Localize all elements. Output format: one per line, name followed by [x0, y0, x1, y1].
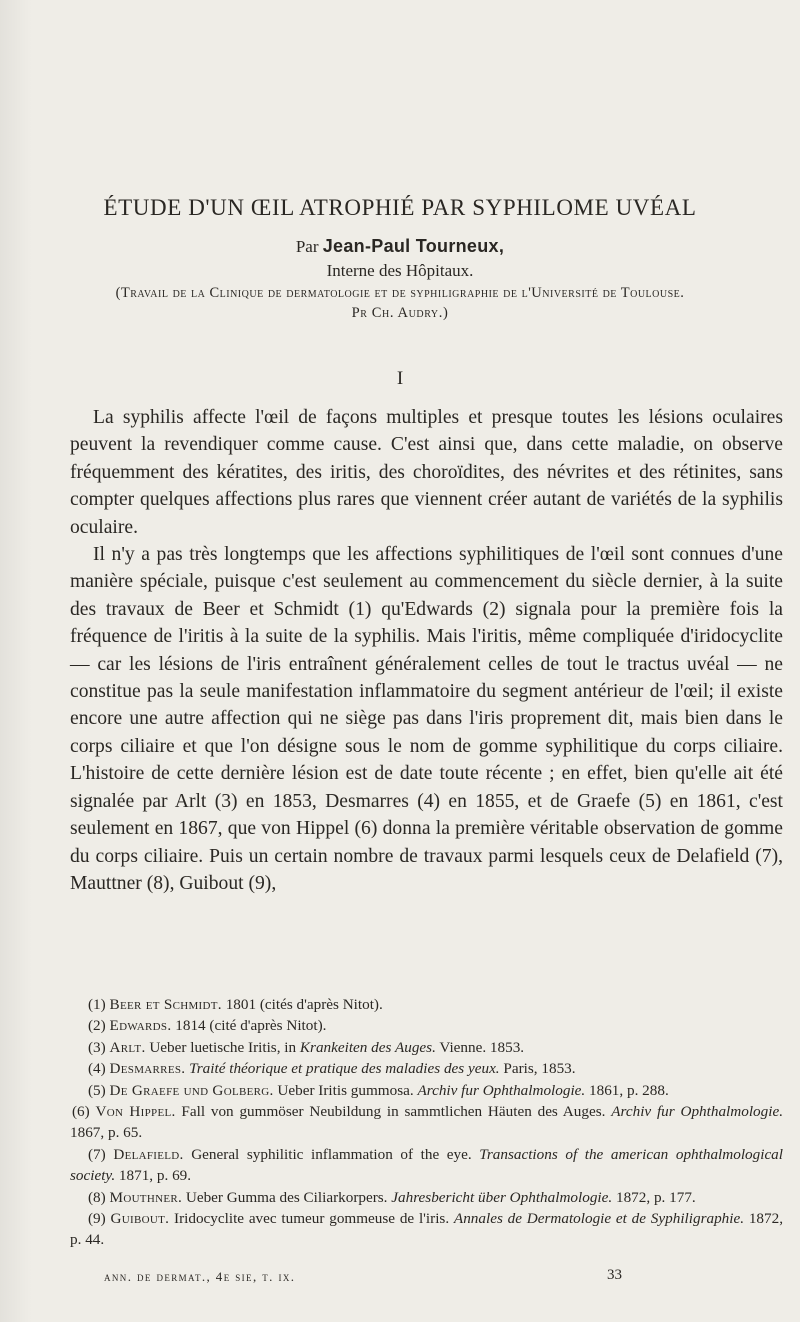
page-number: 33: [607, 1267, 622, 1283]
footnote-title: Archiv fur Ophthalmologie.: [611, 1103, 784, 1121]
footnote-author: Beer et Schmidt.: [109, 996, 222, 1013]
footnote-author: Delafield.: [113, 1145, 184, 1163]
footnote: (8) Mouthner. Ueber Gumma des Ciliarkorpers. Jahresbericht über Ophthalmologie. 1872, p. 177.: [88, 1188, 696, 1206]
footnote: (4) Desmarres. Traité théorique et pratique des maladies des yeux. Paris, 1853.: [88, 1060, 576, 1078]
footnote-title: Krankeiten des Auges.: [299, 1038, 436, 1056]
page-footer: [104, 1269, 622, 1285]
footnote-title: Transactions of the american ophthalmological society.: [70, 1145, 783, 1185]
footnote-author: Edwards.: [109, 1017, 172, 1035]
footnote: (6) Von Hippel. Fall von gummöser Neubildung in sammtlichen Häuten des Auges. Archiv fur Ophthalmologie. 1867, p. 65.: [70, 1103, 784, 1142]
footnote-author: Desmarres.: [109, 1060, 186, 1078]
paragraph: Il n'y a pas très longtemps que les affections syphilitiques de l'œil sont connues d'une manière spéciale, puisque c'est seulement au commencement du siècle dernier, à la suite des travaux de Beer et Schmidt (1) qu'Edwards (2) signala pour la première fois la fréquence de l'iritis à la suite de la syphilis. Mais l'iritis, même compliquée d'iridocyclite — car les lésions de l'iris entraînent généralement celles de tout le tractus uvéal — ne constitue pas la seule manifestation inflammatoire du segment antérieur de l'œil; il existe encore une autre affection qui ne siège pas dans l'iris proprement dit, mais bien dans le corps ciliaire et que l'on désigne sous le nom de gomme syphilitique du corps ciliaire. L'histoire de cette dernière lésion est de date toute récente ; en effet, bien qu'elle ait été signalée par Arlt (3) en 1853, Desmarres (4) en 1855, et de Graefe (5) en 1861, c'est seulement en 1867, que von Hippel (6) donna la première véritable observation de gomme du corps ciliaire. Puis un certain nombre de travaux parmi lesquels ceux de Delafield (7), Mauttner (8), Guibout (9),: [70, 544, 783, 894]
institution-line-1: (Travail de la Clinique de dermatologie et de syphiligraphie de l'Université de Toulouse.: [115, 285, 685, 301]
byline: [0, 236, 800, 257]
paragraph: La syphilis affecte l'œil de façons multiples et presque toutes les lésions oculaires peuvent la revendiquer comme cause. C'est ainsi que, dans cette maladie, on observe fréquemment des kératites, des iritis, des choroïdites, des névrites et des rétinites, sans compter quelques affections plus rares que viennent créer autant de variétés de la syphilis oculaire.: [70, 407, 783, 538]
section-heading: I: [396, 368, 404, 389]
footnote-author: Arlt.: [109, 1038, 146, 1056]
footnote-title: Annales de Dermatologie et de Syphiligraphie.: [453, 1210, 745, 1228]
footnote-title: Traité théorique et pratique des maladies des yeux.: [189, 1060, 500, 1078]
footnote: (9) Guibout. Iridocyclite avec tumeur gommeuse de l'iris. Annales de Dermatologie et de Syphiligraphie. 1872, p. 44.: [70, 1210, 783, 1249]
footnote-author: De Graefe und Golberg.: [109, 1081, 274, 1099]
byline-prefix: Par: [295, 237, 319, 256]
footnote: (5) De Graefe und Golberg. Ueber Iritis gummosa. Archiv fur Ophthalmologie. 1861, p. 288.: [88, 1081, 669, 1099]
footnotes: [70, 994, 783, 1251]
footnote: (2) Edwards. 1814 (cité d'après Nitot).: [88, 1017, 327, 1035]
author-name: Jean-Paul Tourneux,: [322, 236, 505, 256]
body-text: [70, 404, 783, 897]
footnote-author: Mouthner.: [109, 1188, 183, 1206]
article-title: ÉTUDE D'UN ŒIL ATROPHIÉ PAR SYPHILOME UVÉAL: [103, 195, 697, 220]
footnote-title: Jahresbericht über Ophthalmologie.: [391, 1188, 613, 1206]
institution-line-2: Pr Ch. Audry.): [351, 305, 449, 321]
footnote-author: Von Hippel.: [95, 1103, 176, 1121]
footnote-author: Guibout.: [110, 1210, 170, 1228]
journal-reference: ann. de dermat., 4e sie, t. ix.: [104, 1269, 296, 1284]
footnote: (3) Arlt. Ueber luetische Iritis, in Krankeiten des Auges. Vienne. 1853.: [88, 1038, 525, 1056]
footnote-title: Archiv fur Ophthalmologie.: [417, 1081, 586, 1099]
footnote: (7) Delafield. General syphilitic inflammation of the eye. Transactions of the american ophthalmological society. 1871, p. 69.: [70, 1145, 783, 1185]
author-role: Interne des Hôpitaux.: [326, 261, 474, 280]
footnote: (1) Beer et Schmidt. 1801 (cités d'après Nitot).: [88, 996, 383, 1013]
